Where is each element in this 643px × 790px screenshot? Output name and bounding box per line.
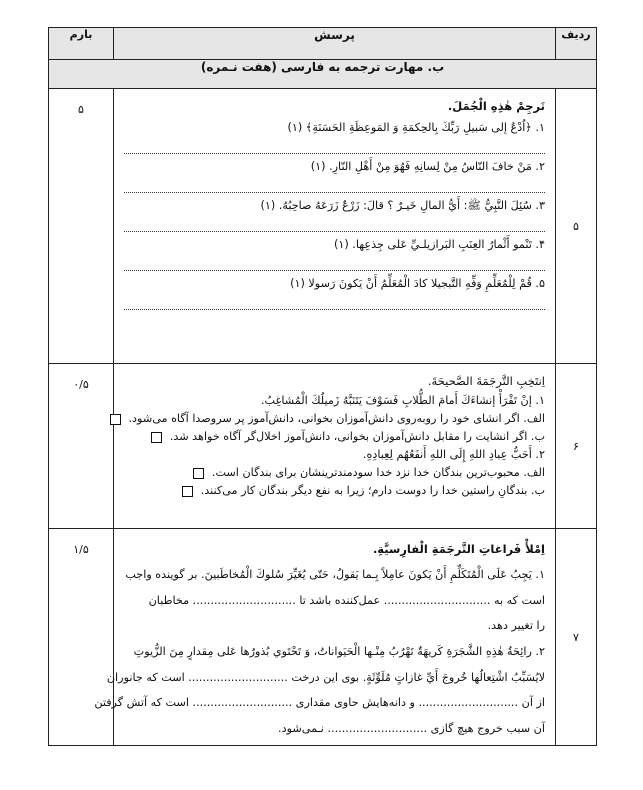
paragraph-2 — [94, 642, 545, 738]
sentence-1: ۱. ﴿اُدْعُ إلی سَبیلِ رَبِّكَ بِالحِكمَةِ وَ المَوعِظَةِ الحَسَنَةِ﴾ (۱) — [287, 121, 545, 135]
question-row-5 — [49, 89, 597, 364]
option-text: ب. بندگانِ راستین خدا را دوست دارم؛ زیرا به نفع دیگر بندگان کار می‌کنند. — [200, 484, 545, 498]
checkbox[interactable] — [110, 414, 121, 425]
fill-line[interactable]: لايُسَبِّبُ اشْتِعالُها خُروجَ أَيِّ غازاتٍ مُلَوِّثَةٍ. بوی این درخت ............................ است که جانوران — [106, 670, 545, 684]
option-2a[interactable] — [124, 466, 545, 480]
row-header: ردیف — [556, 28, 597, 60]
answer-line[interactable] — [124, 139, 545, 154]
question-body — [114, 364, 556, 529]
instruction: اِمْلأْ فَراغاتِ التَّرجَمَةِ الْفارِسيَّةِ. — [372, 542, 545, 556]
text-line: ۲. رائِحَةُ هٰذِهِ الشَّجَرَةِ كَريهَةٌ تَهْرُبُ مِنْـها الْحَيَواناتُ، وَ تَحْتَوي بُذورُها عَلی مِقدارٍ مِنَ الزُّيوتِ — [133, 644, 545, 658]
sentence-4: ۴. تَنْمو أَثْمارُ العِنَبِ البَرازيلـيِّ عَلی جِذعِها. (۱) — [333, 238, 545, 252]
fill-line[interactable]: است که به .............................. عمل‌کننده باشد تا ............................. مخاطبان — [148, 593, 545, 607]
option-1b[interactable] — [124, 430, 545, 444]
instruction: اِنتَخِبِ التَّرجَمَةَ الصَّحيحَةَ. — [427, 374, 545, 388]
answer-line[interactable] — [124, 295, 545, 310]
header-row — [49, 28, 597, 60]
section-title: ب. مهارت ترجمه به فارسی (هفت نـمره) — [49, 60, 597, 89]
score-value: ۰/۵ — [49, 364, 114, 529]
score-value: ۱/۵ — [49, 529, 114, 746]
question-body — [114, 89, 556, 364]
fill-line[interactable]: آن سبب خروج هیچ گازی ............................ نـمی‌شود. — [278, 721, 545, 735]
question-body — [94, 529, 556, 746]
instruction: تَرجِمْ هٰذِهِ الْجُمَلَ. — [447, 99, 545, 113]
option-text: الف. محبوب‌ترین بندگان خدا نزد خدا سودمندترینشان برای بندگان است. — [211, 466, 545, 480]
option-text: الف. اگر انشای خود را روبه‌روی دانش‌آموزان بخوانی، دانش‌آموز پر سروصدا آگاه می‌شود. — [128, 412, 545, 426]
question-header: پرسش — [114, 28, 556, 60]
score-header: بارم — [49, 28, 114, 60]
exam-table — [48, 27, 597, 746]
checkbox[interactable] — [151, 432, 162, 443]
section-row — [49, 60, 597, 89]
sentence-2: ۲. أَحَبُّ عِبادِ اللهِ إِلَى اللهِ أَنفَعُهُم لِعِبادِهِ. — [362, 448, 545, 462]
question-row-7 — [49, 529, 597, 746]
checkbox[interactable] — [193, 468, 204, 479]
row-number: ۶ — [556, 364, 597, 529]
answer-line[interactable] — [124, 217, 545, 232]
score-value: ۵ — [49, 89, 114, 364]
fill-line[interactable]: از آن ............................ و دانه‌هایش حاوی مقداری ............................ است که آتش گرفتن — [94, 696, 545, 710]
text-line: ۱. يَجِبُ عَلَى الْمُتَكَلِّمِ أَنْ يَكونَ عامِلاً بِـما يَقولُ، حَتّى يُغَيِّرَ سُلوكَ الْمُخاطَبينَ. بر گوينده واجب — [125, 568, 545, 582]
exam-sheet — [48, 27, 596, 735]
sentence-2: ۲. مَنْ خافَ النّاسُ مِنْ لِسانِهِ فَهُوَ مِنْ أَهْلِ النّارِ. (۱) — [310, 160, 545, 174]
text-line: را تغییر دهد. — [487, 619, 545, 633]
option-2b[interactable] — [124, 484, 545, 498]
answer-line[interactable] — [124, 178, 545, 193]
paragraph-1 — [124, 565, 545, 636]
row-number: ۵ — [556, 89, 597, 364]
option-text: ب. اگر انشایت را مقابل دانش‌آموزان بخوانی، دانش‌آموز اخلال‌گر آگاه خواهد شد. — [169, 430, 545, 444]
sentence-5: ۵. قُمْ لِلْمُعَلِّمِ وَفِّهِ التَّبجيلا کادَ الْمُعَلِّمُ أَنْ يَكونَ رَسولا (۱) — [290, 277, 545, 291]
checkbox[interactable] — [182, 486, 193, 497]
sentence-3: ۳. سُئِلَ النَّبِيُّ ﷺ: أَيُّ المالِ خَيـرٌ ؟ قالَ: زَرْعٌ زَرَعَهُ صاحِبُهُ. (۱) — [260, 199, 545, 213]
answer-line[interactable] — [124, 256, 545, 271]
option-1a[interactable] — [124, 412, 545, 426]
row-number: ۷ — [556, 529, 597, 746]
sentence-1: ۱. إنْ تَقْرَأْ إنشاءَكَ أَمامَ الطُّلابِ فَسَوْفَ يَتَنَبَّهُ زَميلُكَ الْمُشاغِبُ. — [261, 394, 545, 408]
question-row-6 — [49, 364, 597, 529]
